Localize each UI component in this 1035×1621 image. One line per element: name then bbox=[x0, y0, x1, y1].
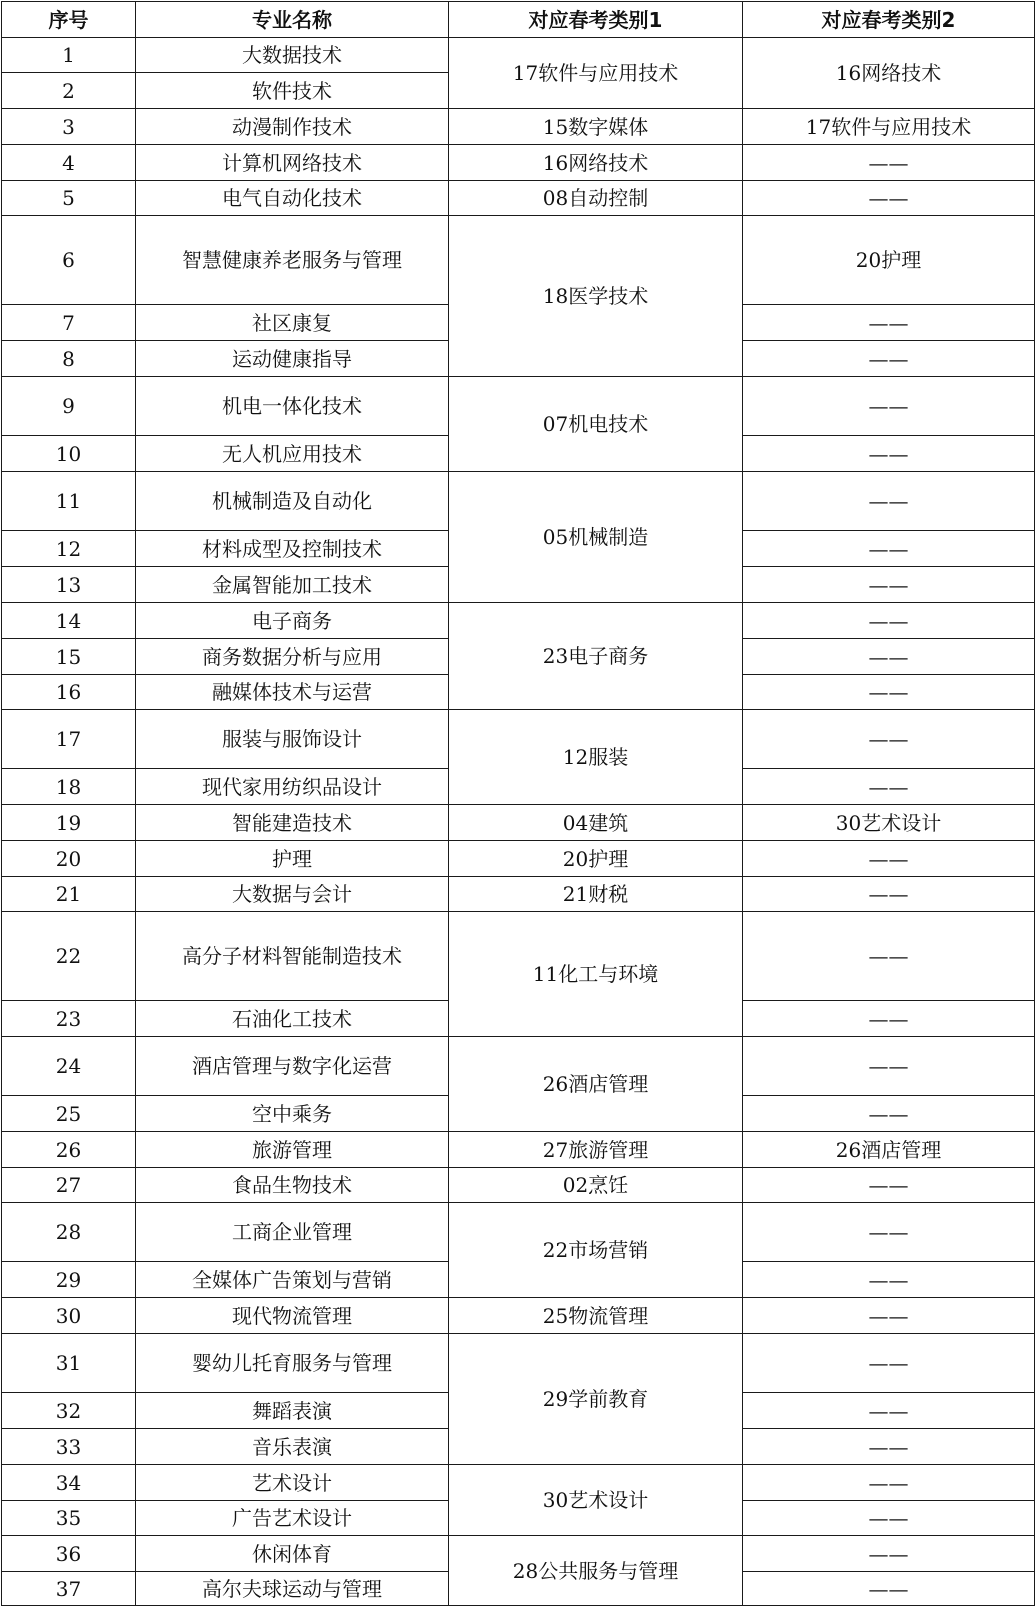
row-seq-cell: 13 bbox=[2, 567, 136, 603]
major-name-cell: 全媒体广告策划与营销 bbox=[136, 1262, 449, 1298]
category-1-cell: 17软件与应用技术 bbox=[449, 38, 743, 109]
table-row bbox=[2, 109, 1035, 145]
table-row bbox=[2, 472, 1035, 531]
table-header-row bbox=[2, 2, 1035, 38]
category-1-cell: 11化工与环境 bbox=[449, 912, 743, 1037]
category-1-cell: 26酒店管理 bbox=[449, 1037, 743, 1132]
major-name-cell: 机电一体化技术 bbox=[136, 377, 449, 436]
category-1-cell: 23电子商务 bbox=[449, 603, 743, 710]
major-name-cell: 电气自动化技术 bbox=[136, 181, 449, 216]
major-name-cell: 工商企业管理 bbox=[136, 1203, 449, 1262]
major-name-cell: 现代物流管理 bbox=[136, 1298, 449, 1334]
table-row bbox=[2, 181, 1035, 216]
row-seq-cell: 10 bbox=[2, 436, 136, 472]
row-seq-cell: 15 bbox=[2, 639, 136, 675]
category-2-cell: 17软件与应用技术 bbox=[743, 109, 1035, 145]
category-1-cell: 04建筑 bbox=[449, 805, 743, 841]
major-name-cell: 运动健康指导 bbox=[136, 341, 449, 377]
category-2-cell: —— bbox=[743, 603, 1035, 639]
major-name-cell: 现代家用纺织品设计 bbox=[136, 769, 449, 805]
major-name-cell: 广告艺术设计 bbox=[136, 1501, 449, 1536]
category-2-cell: —— bbox=[743, 769, 1035, 805]
category-2-cell: —— bbox=[743, 841, 1035, 877]
row-seq-cell: 5 bbox=[2, 181, 136, 216]
major-name-cell: 服装与服饰设计 bbox=[136, 710, 449, 769]
major-name-cell: 婴幼儿托育服务与管理 bbox=[136, 1334, 449, 1393]
category-2-cell: —— bbox=[743, 877, 1035, 912]
category-1-cell: 28公共服务与管理 bbox=[449, 1536, 743, 1606]
row-seq-cell: 26 bbox=[2, 1132, 136, 1168]
major-name-cell: 食品生物技术 bbox=[136, 1168, 449, 1203]
category-2-cell: 20护理 bbox=[743, 216, 1035, 305]
category-1-cell: 27旅游管理 bbox=[449, 1132, 743, 1168]
row-seq-cell: 2 bbox=[2, 73, 136, 109]
major-name-cell: 动漫制作技术 bbox=[136, 109, 449, 145]
table-row bbox=[2, 1465, 1035, 1501]
category-2-cell: —— bbox=[743, 1501, 1035, 1536]
major-name-cell: 音乐表演 bbox=[136, 1429, 449, 1465]
major-name-cell: 旅游管理 bbox=[136, 1132, 449, 1168]
row-seq-cell: 17 bbox=[2, 710, 136, 769]
table-row bbox=[2, 841, 1035, 877]
category-2-cell: —— bbox=[743, 341, 1035, 377]
major-name-cell: 智能建造技术 bbox=[136, 805, 449, 841]
header-category-1: 对应春考类别1 bbox=[449, 2, 743, 38]
table-row bbox=[2, 377, 1035, 436]
table-row bbox=[2, 912, 1035, 1001]
row-seq-cell: 21 bbox=[2, 877, 136, 912]
category-2-cell: —— bbox=[743, 181, 1035, 216]
category-2-cell: —— bbox=[743, 1536, 1035, 1572]
table-row bbox=[2, 38, 1035, 73]
major-name-cell: 空中乘务 bbox=[136, 1096, 449, 1132]
table-row bbox=[2, 1334, 1035, 1393]
major-name-cell: 融媒体技术与运营 bbox=[136, 675, 449, 710]
row-seq-cell: 25 bbox=[2, 1096, 136, 1132]
row-seq-cell: 27 bbox=[2, 1168, 136, 1203]
row-seq-cell: 18 bbox=[2, 769, 136, 805]
row-seq-cell: 33 bbox=[2, 1429, 136, 1465]
category-1-cell: 20护理 bbox=[449, 841, 743, 877]
category-2-cell: —— bbox=[743, 377, 1035, 436]
category-1-cell: 21财税 bbox=[449, 877, 743, 912]
category-2-cell: 16网络技术 bbox=[743, 38, 1035, 109]
table-row bbox=[2, 1037, 1035, 1096]
category-2-cell: 30艺术设计 bbox=[743, 805, 1035, 841]
row-seq-cell: 24 bbox=[2, 1037, 136, 1096]
category-2-cell: —— bbox=[743, 472, 1035, 531]
major-name-cell: 机械制造及自动化 bbox=[136, 472, 449, 531]
table-body bbox=[2, 38, 1035, 1606]
major-name-cell: 护理 bbox=[136, 841, 449, 877]
category-2-cell: —— bbox=[743, 1298, 1035, 1334]
category-2-cell: —— bbox=[743, 1393, 1035, 1429]
category-2-cell: —— bbox=[743, 639, 1035, 675]
category-2-cell: —— bbox=[743, 1465, 1035, 1501]
table-row bbox=[2, 1132, 1035, 1168]
row-seq-cell: 9 bbox=[2, 377, 136, 436]
category-2-cell: —— bbox=[743, 710, 1035, 769]
row-seq-cell: 4 bbox=[2, 145, 136, 181]
row-seq-cell: 11 bbox=[2, 472, 136, 531]
category-1-cell: 08自动控制 bbox=[449, 181, 743, 216]
table-row bbox=[2, 1168, 1035, 1203]
category-2-cell: —— bbox=[743, 436, 1035, 472]
category-1-cell: 16网络技术 bbox=[449, 145, 743, 181]
row-seq-cell: 31 bbox=[2, 1334, 136, 1393]
major-name-cell: 商务数据分析与应用 bbox=[136, 639, 449, 675]
row-seq-cell: 22 bbox=[2, 912, 136, 1001]
row-seq-cell: 8 bbox=[2, 341, 136, 377]
major-name-cell: 休闲体育 bbox=[136, 1536, 449, 1572]
category-2-cell: —— bbox=[743, 912, 1035, 1001]
major-name-cell: 艺术设计 bbox=[136, 1465, 449, 1501]
major-name-cell: 酒店管理与数字化运营 bbox=[136, 1037, 449, 1096]
row-seq-cell: 20 bbox=[2, 841, 136, 877]
table-row bbox=[2, 710, 1035, 769]
table-row bbox=[2, 805, 1035, 841]
category-2-cell: —— bbox=[743, 305, 1035, 341]
major-name-cell: 计算机网络技术 bbox=[136, 145, 449, 181]
category-2-cell: —— bbox=[743, 531, 1035, 567]
category-2-cell: 26酒店管理 bbox=[743, 1132, 1035, 1168]
row-seq-cell: 36 bbox=[2, 1536, 136, 1572]
header-major-name: 专业名称 bbox=[136, 2, 449, 38]
row-seq-cell: 7 bbox=[2, 305, 136, 341]
table-row bbox=[2, 1203, 1035, 1262]
category-2-cell: —— bbox=[743, 1334, 1035, 1393]
table-row bbox=[2, 877, 1035, 912]
row-seq-cell: 3 bbox=[2, 109, 136, 145]
header-seq: 序号 bbox=[2, 2, 136, 38]
category-2-cell: —— bbox=[743, 1168, 1035, 1203]
major-name-cell: 无人机应用技术 bbox=[136, 436, 449, 472]
row-seq-cell: 37 bbox=[2, 1572, 136, 1606]
row-seq-cell: 23 bbox=[2, 1001, 136, 1037]
category-1-cell: 05机械制造 bbox=[449, 472, 743, 603]
major-name-cell: 大数据技术 bbox=[136, 38, 449, 73]
major-name-cell: 舞蹈表演 bbox=[136, 1393, 449, 1429]
major-name-cell: 智慧健康养老服务与管理 bbox=[136, 216, 449, 305]
category-2-cell: —— bbox=[743, 1203, 1035, 1262]
category-2-cell: —— bbox=[743, 675, 1035, 710]
table-row bbox=[2, 1298, 1035, 1334]
category-1-cell: 29学前教育 bbox=[449, 1334, 743, 1465]
row-seq-cell: 19 bbox=[2, 805, 136, 841]
row-seq-cell: 28 bbox=[2, 1203, 136, 1262]
category-1-cell: 12服装 bbox=[449, 710, 743, 805]
header-category-2: 对应春考类别2 bbox=[743, 2, 1035, 38]
category-1-cell: 25物流管理 bbox=[449, 1298, 743, 1334]
category-2-cell: —— bbox=[743, 1037, 1035, 1096]
row-seq-cell: 30 bbox=[2, 1298, 136, 1334]
major-category-table bbox=[1, 1, 1035, 1606]
major-name-cell: 石油化工技术 bbox=[136, 1001, 449, 1037]
category-1-cell: 02烹饪 bbox=[449, 1168, 743, 1203]
row-seq-cell: 14 bbox=[2, 603, 136, 639]
row-seq-cell: 12 bbox=[2, 531, 136, 567]
major-name-cell: 社区康复 bbox=[136, 305, 449, 341]
category-1-cell: 18医学技术 bbox=[449, 216, 743, 377]
table-row bbox=[2, 603, 1035, 639]
row-seq-cell: 34 bbox=[2, 1465, 136, 1501]
major-name-cell: 材料成型及控制技术 bbox=[136, 531, 449, 567]
category-2-cell: —— bbox=[743, 145, 1035, 181]
category-2-cell: —— bbox=[743, 1001, 1035, 1037]
category-2-cell: —— bbox=[743, 1096, 1035, 1132]
row-seq-cell: 16 bbox=[2, 675, 136, 710]
category-1-cell: 22市场营销 bbox=[449, 1203, 743, 1298]
major-name-cell: 大数据与会计 bbox=[136, 877, 449, 912]
row-seq-cell: 29 bbox=[2, 1262, 136, 1298]
major-name-cell: 电子商务 bbox=[136, 603, 449, 639]
category-2-cell: —— bbox=[743, 1429, 1035, 1465]
category-2-cell: —— bbox=[743, 1572, 1035, 1606]
category-2-cell: —— bbox=[743, 567, 1035, 603]
major-name-cell: 软件技术 bbox=[136, 73, 449, 109]
category-1-cell: 07机电技术 bbox=[449, 377, 743, 472]
row-seq-cell: 35 bbox=[2, 1501, 136, 1536]
table-row bbox=[2, 1536, 1035, 1572]
row-seq-cell: 1 bbox=[2, 38, 136, 73]
category-2-cell: —— bbox=[743, 1262, 1035, 1298]
row-seq-cell: 32 bbox=[2, 1393, 136, 1429]
row-seq-cell: 6 bbox=[2, 216, 136, 305]
major-name-cell: 高尔夫球运动与管理 bbox=[136, 1572, 449, 1606]
table-row bbox=[2, 216, 1035, 305]
category-1-cell: 30艺术设计 bbox=[449, 1465, 743, 1536]
table-row bbox=[2, 145, 1035, 181]
major-name-cell: 高分子材料智能制造技术 bbox=[136, 912, 449, 1001]
category-1-cell: 15数字媒体 bbox=[449, 109, 743, 145]
major-name-cell: 金属智能加工技术 bbox=[136, 567, 449, 603]
